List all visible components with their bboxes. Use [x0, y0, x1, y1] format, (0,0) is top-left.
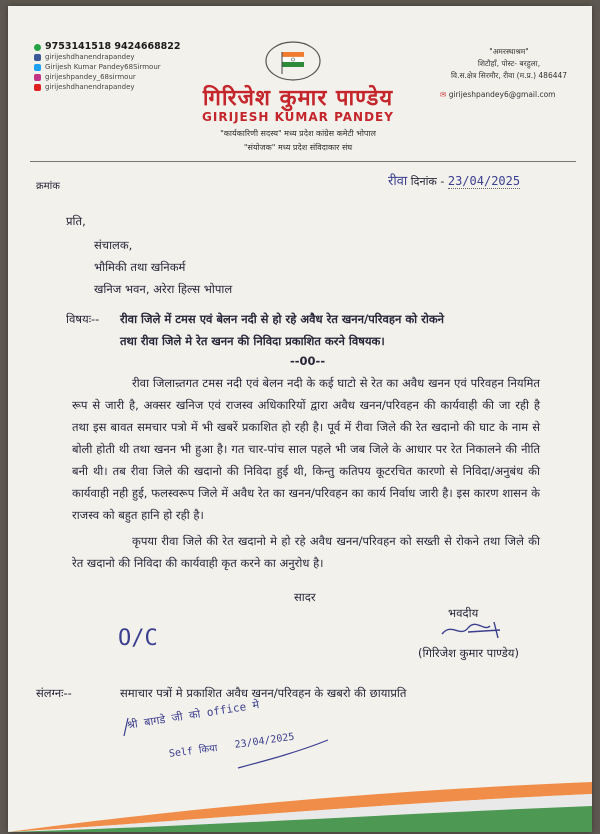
subject-line-2: तथा रीवा जिले मे रेत खनन की निविदा प्रकाशित करने विषयक।	[120, 334, 385, 348]
handwritten-note-date: 23/04/2025	[234, 731, 296, 751]
tricolor-swoosh-icon	[8, 772, 592, 832]
signature-icon	[438, 618, 528, 642]
oc-mark: O/C	[118, 626, 158, 651]
subject-line-1: रीवा जिले में टमस एवं बेलन नदी से हो रहे अवैध रेत खनन/परिवहन को रोकने	[120, 312, 445, 326]
facebook-icon	[34, 54, 41, 61]
whatsapp-icon	[34, 44, 41, 51]
youtube-icon	[34, 84, 41, 91]
date-line	[388, 171, 520, 189]
signer-name: (गिरिजेश कुमार पाण्डेय)	[418, 646, 519, 660]
handwritten-note-line-2: Self किया	[168, 743, 219, 760]
letter-page	[8, 6, 592, 832]
body-paragraph-2: कृपया रीवा जिले की रेत खदानो मे हो रहे अवैध खनन/परिवहन को सख्ती से रोकने तथा जिले की रेत खदानो की निविदा की कार्यवाही कृत करने का अनुरोध है।	[72, 534, 540, 570]
separator: --00--	[290, 354, 326, 368]
instagram-icon	[34, 74, 41, 81]
date-value: 23/04/2025	[447, 174, 521, 188]
email-address: girijeshpandey6@gmail.com	[448, 90, 556, 99]
handwritten-note-line-1: श्री बागडे जी को office मे	[126, 698, 261, 732]
contact-row	[34, 72, 181, 82]
contact-row	[34, 82, 181, 92]
body-paragraph-1: रीवा जिलान्र्तगत टमस नदी एवं बेलन नदी के कई घाटो से रेत का अवैध खनन एवं परिवहन नियमित रूप से जारी है, अक्सर खनिज एवं राजस्व अधिकारियों द्वारा अवैध खनन/परिवहन की कार्यवाही की जा रही है तथा इस बावत समचार पत्रो में भी खबरें प्रकाशित हो रही है। पूर्व में रीवा जिले की रेत खदानो की घाट के नाम से बोली होती थी तथा खनन भी हुआ है। गत चार-पांच साल पहले भी जब जिले के आधार पर रेत निकालने की नीति बनी थी। तब रीवा जिले की खदानो की निविदा हुई थी, किन्तु कतिपय कूटरचित कारणो से निविदा/अनुबंध की कार्यवाही नही हुई, फलस्वरूप जिले में अवैध रेत का खनन/परिवहन का कार्य निर्वाध जारी है। इस कारण शासन के राजस्व को बहुत हानि हो रही है।	[72, 376, 540, 522]
date-label: दिनांक -	[410, 175, 445, 188]
contact-instagram: girijeshpandey_68sirmour	[45, 73, 136, 81]
contact-block	[34, 42, 181, 92]
phone-numbers: 9753141518 9424668822	[45, 41, 181, 52]
phone-row	[34, 42, 181, 52]
contact-row	[34, 62, 181, 72]
closing: सादर	[294, 590, 316, 604]
to-label: प्रति,	[66, 214, 86, 228]
yours-faithfully: भवदीय	[448, 606, 479, 620]
address-block	[440, 46, 578, 82]
to-line-2: भौमिकी तथा खनिकर्म	[94, 260, 186, 274]
date-place: रीवा	[388, 174, 408, 189]
designation-line-2: "संयोजक" मध्य प्रदेश संविदाकार संघ	[243, 143, 353, 152]
subject-label: विषयः--	[66, 312, 100, 326]
party-logo-icon	[264, 40, 322, 82]
to-line-3: खनिज भवन, अरेरा हिल्स भोपाल	[94, 282, 233, 296]
letterhead-name-english: GIRIJESH KUMAR PANDEY	[202, 110, 394, 124]
contact-youtube: girijeshdhanendrapandey	[45, 83, 135, 91]
letterhead-name-hindi: गिरिजेश कुमार पाण्डेय	[202, 86, 394, 111]
enclosure-text: समाचार पत्रों मे प्रकाशित अवैध खनन/परिवहन के खबरो की छायाप्रति	[120, 686, 407, 700]
to-line-1: संचालक,	[94, 238, 133, 252]
designation-line-1: "कार्यकारिणी सदस्य" मध्य प्रदेश कांग्रेस कमेटी भोपाल	[220, 129, 376, 138]
mail-icon: ✉	[440, 90, 447, 99]
contact-twitter: Girijesh Kumar Pandey68Sirmour	[45, 63, 161, 71]
header-divider	[30, 161, 576, 162]
contact-facebook: girijeshdhanendrapandey	[45, 53, 135, 61]
twitter-icon	[34, 64, 41, 71]
ref-label: क्रमांक	[36, 181, 60, 192]
email-row	[440, 90, 580, 99]
address-title: "अमरस्थाश्रम"	[489, 47, 529, 56]
enclosure-label: संलग्नः--	[36, 686, 72, 700]
contact-row	[34, 52, 181, 62]
address-line-2: वि.स.क्षेत्र सिरमौर, रीवा (म.प्र.) 486447	[450, 71, 568, 80]
address-line-1: शिटौहाँ, पोस्ट- बरहुला,	[477, 59, 541, 68]
